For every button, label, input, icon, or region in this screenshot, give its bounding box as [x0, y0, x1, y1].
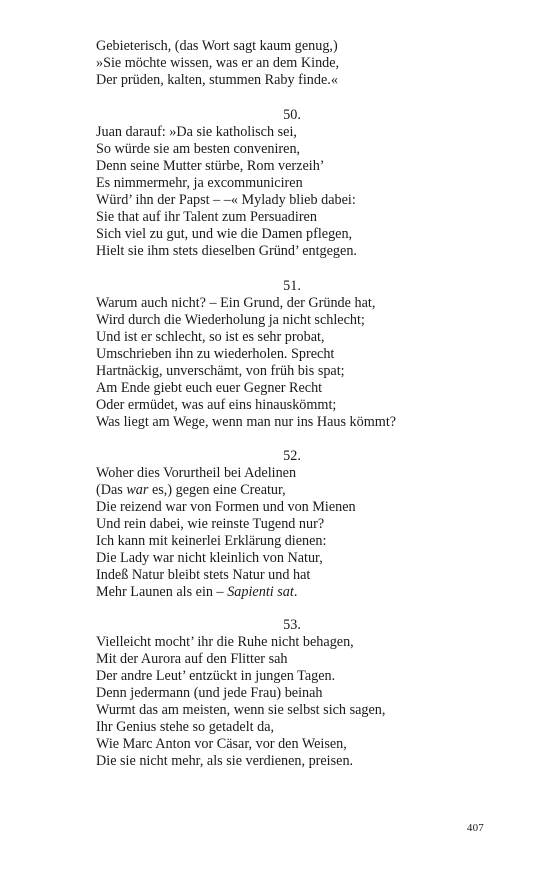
- verse-line: [96, 702, 496, 719]
- verse-text: Hartnäckig, unverschämt, von früh bis spat;: [96, 363, 345, 379]
- stanza-number: 52.: [283, 448, 301, 464]
- verse-text: Wurmt das am meisten, wenn sie selbst sich sagen,: [96, 702, 386, 718]
- verse-line: [96, 312, 496, 329]
- italic-text: war: [126, 482, 149, 498]
- verse-line: [96, 753, 496, 770]
- verse-line: [96, 482, 496, 499]
- verse-text: Und ist er schlecht, so ist es sehr probat,: [96, 329, 325, 345]
- verse-line: [96, 209, 496, 226]
- verse-text: Die Lady war nicht kleinlich von Natur,: [96, 550, 323, 566]
- verse-line: [96, 465, 496, 482]
- verse-text: Juan darauf: »Da sie katholisch sei,: [96, 124, 297, 140]
- verse-text: Wie Marc Anton vor Cäsar, vor den Weisen,: [96, 736, 347, 752]
- verse-line: [96, 295, 496, 312]
- verse-text: Vielleicht mocht’ ihr die Ruhe nicht behagen,: [96, 634, 354, 650]
- stanza-number: 51.: [283, 278, 301, 294]
- verse-line: [96, 397, 496, 414]
- verse-line: [96, 124, 496, 141]
- stanza: [96, 278, 496, 431]
- stanza: [96, 107, 496, 260]
- verse-text: Die sie nicht mehr, als sie verdienen, preisen.: [96, 753, 354, 769]
- opening-lines: [96, 38, 496, 89]
- verse-line: [96, 550, 496, 567]
- verse-line: [96, 346, 496, 363]
- verse-text: Sich viel zu gut, und wie die Damen pflegen,: [96, 226, 353, 242]
- verse-text: Die reizend war von Formen und von Mienen: [96, 499, 356, 515]
- verse-text: Umschrieben ihn zu wiederholen. Sprecht: [96, 346, 335, 362]
- verse-line: [96, 516, 496, 533]
- verse-text: Es nimmermehr, ja excommuniciren: [96, 175, 303, 191]
- verse-line: Der prüden, kalten, stummen Raby finde.«: [96, 72, 338, 88]
- verse-text: Ich kann mit keinerlei Erklärung dienen:: [96, 533, 327, 549]
- verse-line: [96, 192, 496, 209]
- verse-text: (Das: [96, 482, 127, 498]
- verse-text: Was liegt am Wege, wenn man nur ins Haus kömmt?: [96, 414, 397, 430]
- verse-text: Indeß Natur bleibt stets Natur und hat: [96, 567, 311, 583]
- verse-line: [96, 685, 496, 702]
- verse-line: [96, 499, 496, 516]
- verse-text: Mehr Launen als ein –: [96, 584, 228, 600]
- stanza-number: 53.: [283, 617, 301, 633]
- stanza-number: 50.: [283, 107, 301, 123]
- verse-text: Am Ende giebt euch euer Gegner Recht: [96, 380, 323, 396]
- verse-line: [96, 668, 496, 685]
- verse-text: Und rein dabei, wie reinste Tugend nur?: [96, 516, 325, 532]
- verse-line: [96, 329, 496, 346]
- verse-line: [96, 226, 496, 243]
- verse-text: Der andre Leut’ entzückt in jungen Tagen.: [96, 668, 336, 684]
- verse-line: [96, 634, 496, 651]
- verse-text: es,) gegen eine Creatur,: [148, 482, 286, 498]
- verse-text: Woher dies Vorurtheil bei Adelinen: [96, 465, 297, 481]
- verse-line: »Sie möchte wissen, was er an dem Kinde,: [96, 55, 340, 71]
- verse-line: Gebieterisch, (das Wort sagt kaum genug,): [96, 38, 338, 54]
- verse-line: [96, 175, 496, 192]
- verse-line: [96, 736, 496, 753]
- stanza: [96, 617, 496, 770]
- verse-text: Mit der Aurora auf den Flitter sah: [96, 651, 288, 667]
- italic-text: Sapienti sat: [227, 584, 294, 600]
- page-number: 407: [466, 822, 484, 834]
- verse-line: [96, 414, 496, 431]
- verse-text: Ihr Genius stehe so getadelt da,: [96, 719, 275, 735]
- verse-line: [96, 533, 496, 550]
- verse-text: Denn jedermann (und jede Frau) beinah: [96, 685, 323, 701]
- verse-text: Würd’ ihn der Papst – –« Mylady blieb dabei:: [96, 192, 356, 208]
- verse-line: [96, 363, 496, 380]
- verse-text: Oder ermüdet, was auf eins hinauskömmt;: [96, 397, 337, 413]
- verse-line: [96, 243, 496, 260]
- verse-line: [96, 651, 496, 668]
- verse-text: .: [293, 584, 298, 600]
- verse-line: [96, 584, 496, 601]
- verse-line: [96, 380, 496, 397]
- verse-text: Sie that auf ihr Talent zum Persuadiren: [96, 209, 317, 225]
- stanza: [96, 448, 496, 601]
- verse-line: [96, 719, 496, 736]
- verse-line: [96, 567, 496, 584]
- verse-line: [96, 141, 496, 158]
- verse-text: Warum auch nicht? – Ein Grund, der Gründe hat,: [96, 295, 376, 311]
- verse-text: So würde sie am besten conveniren,: [96, 141, 301, 157]
- verse-text: Denn seine Mutter stürbe, Rom verzeih’: [96, 158, 325, 174]
- verse-text: Wird durch die Wiederholung ja nicht schlecht;: [96, 312, 365, 328]
- verse-text: Hielt sie ihm stets dieselben Gründ’ entgegen.: [96, 243, 357, 259]
- verse-line: [96, 158, 496, 175]
